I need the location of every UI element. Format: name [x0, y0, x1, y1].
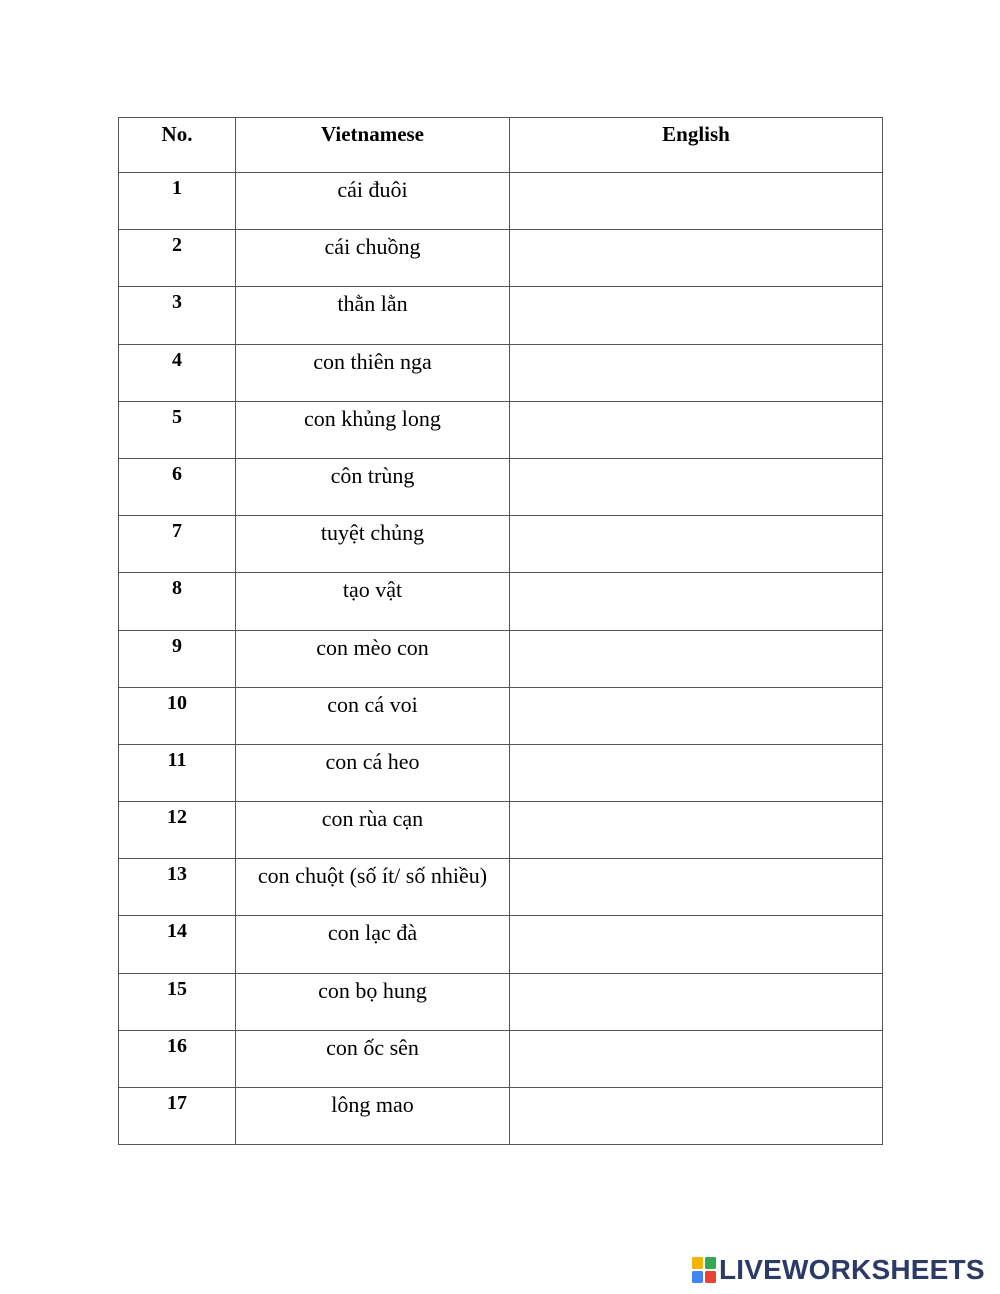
- english-answer-field[interactable]: [510, 688, 882, 743]
- brand-name: LIVEWORKSHEETS: [719, 1254, 985, 1285]
- english-answer-field[interactable]: [510, 287, 882, 342]
- english-answer-field[interactable]: [510, 402, 882, 457]
- row-number: 17: [119, 1088, 236, 1145]
- row-number: 7: [119, 516, 236, 573]
- vietnamese-word: con cá heo: [236, 744, 510, 801]
- row-number: 1: [119, 173, 236, 230]
- table-row: [119, 516, 883, 573]
- table-row: [119, 573, 883, 630]
- english-answer-field[interactable]: [510, 859, 882, 914]
- english-answer-cell[interactable]: [510, 802, 883, 859]
- vietnamese-word: cái chuồng: [236, 230, 510, 287]
- english-answer-cell[interactable]: [510, 687, 883, 744]
- english-answer-field[interactable]: [510, 974, 882, 1029]
- vietnamese-word: con mèo con: [236, 630, 510, 687]
- row-number: 4: [119, 344, 236, 401]
- english-answer-cell[interactable]: [510, 916, 883, 973]
- table-row: [119, 1030, 883, 1087]
- table-row: [119, 173, 883, 230]
- row-number: 12: [119, 802, 236, 859]
- vietnamese-word: thằn lằn: [236, 287, 510, 344]
- vietnamese-word: tuyệt chủng: [236, 516, 510, 573]
- vietnamese-word: cái đuôi: [236, 173, 510, 230]
- vietnamese-word: côn trùng: [236, 458, 510, 515]
- table-row: [119, 344, 883, 401]
- row-number: 2: [119, 230, 236, 287]
- table-row: [119, 687, 883, 744]
- english-answer-field[interactable]: [510, 230, 882, 285]
- vietnamese-word: con cá voi: [236, 687, 510, 744]
- english-answer-cell[interactable]: [510, 573, 883, 630]
- english-answer-field[interactable]: [510, 345, 882, 400]
- table-row: [119, 916, 883, 973]
- table-row: [119, 401, 883, 458]
- header-english: English: [510, 118, 883, 173]
- english-answer-field[interactable]: [510, 173, 882, 228]
- english-answer-cell[interactable]: [510, 516, 883, 573]
- vietnamese-word: con chuột (số ít/ số nhiều): [236, 859, 510, 916]
- table-row: [119, 744, 883, 801]
- english-answer-cell[interactable]: [510, 458, 883, 515]
- english-answer-field[interactable]: [510, 1031, 882, 1086]
- vietnamese-word: con lạc đà: [236, 916, 510, 973]
- english-answer-field[interactable]: [510, 631, 882, 686]
- english-answer-cell[interactable]: [510, 1088, 883, 1145]
- row-number: 10: [119, 687, 236, 744]
- table-row: [119, 802, 883, 859]
- english-answer-cell[interactable]: [510, 1030, 883, 1087]
- row-number: 5: [119, 401, 236, 458]
- english-answer-cell[interactable]: [510, 859, 883, 916]
- row-number: 9: [119, 630, 236, 687]
- vietnamese-word: con rùa cạn: [236, 802, 510, 859]
- table-row: [119, 1088, 883, 1145]
- english-answer-field[interactable]: [510, 1088, 882, 1143]
- english-answer-field[interactable]: [510, 459, 882, 514]
- liveworksheets-brand: [692, 1254, 985, 1286]
- english-answer-field[interactable]: [510, 516, 882, 571]
- table-row: [119, 859, 883, 916]
- english-answer-cell[interactable]: [510, 973, 883, 1030]
- table-row: [119, 287, 883, 344]
- header-vietnamese: Vietnamese: [236, 118, 510, 173]
- table-row: [119, 630, 883, 687]
- english-answer-field[interactable]: [510, 573, 882, 628]
- row-number: 14: [119, 916, 236, 973]
- english-answer-field[interactable]: [510, 745, 882, 800]
- vietnamese-word: con bọ hung: [236, 973, 510, 1030]
- english-answer-cell[interactable]: [510, 630, 883, 687]
- row-number: 8: [119, 573, 236, 630]
- table-header-row: [119, 118, 883, 173]
- row-number: 11: [119, 744, 236, 801]
- english-answer-cell[interactable]: [510, 401, 883, 458]
- english-answer-cell[interactable]: [510, 230, 883, 287]
- vietnamese-word: lông mao: [236, 1088, 510, 1145]
- english-answer-field[interactable]: [510, 802, 882, 857]
- table-row: [119, 230, 883, 287]
- row-number: 13: [119, 859, 236, 916]
- vocabulary-table: [118, 117, 883, 1145]
- row-number: 3: [119, 287, 236, 344]
- table-row: [119, 973, 883, 1030]
- english-answer-cell[interactable]: [510, 173, 883, 230]
- vietnamese-word: con thiên nga: [236, 344, 510, 401]
- liveworksheets-logo-icon: [692, 1257, 716, 1283]
- row-number: 6: [119, 458, 236, 515]
- english-answer-cell[interactable]: [510, 744, 883, 801]
- vietnamese-word: tạo vật: [236, 573, 510, 630]
- row-number: 16: [119, 1030, 236, 1087]
- header-no: No.: [119, 118, 236, 173]
- row-number: 15: [119, 973, 236, 1030]
- vietnamese-word: con ốc sên: [236, 1030, 510, 1087]
- english-answer-cell[interactable]: [510, 287, 883, 344]
- vietnamese-word: con khủng long: [236, 401, 510, 458]
- table-row: [119, 458, 883, 515]
- english-answer-cell[interactable]: [510, 344, 883, 401]
- english-answer-field[interactable]: [510, 916, 882, 971]
